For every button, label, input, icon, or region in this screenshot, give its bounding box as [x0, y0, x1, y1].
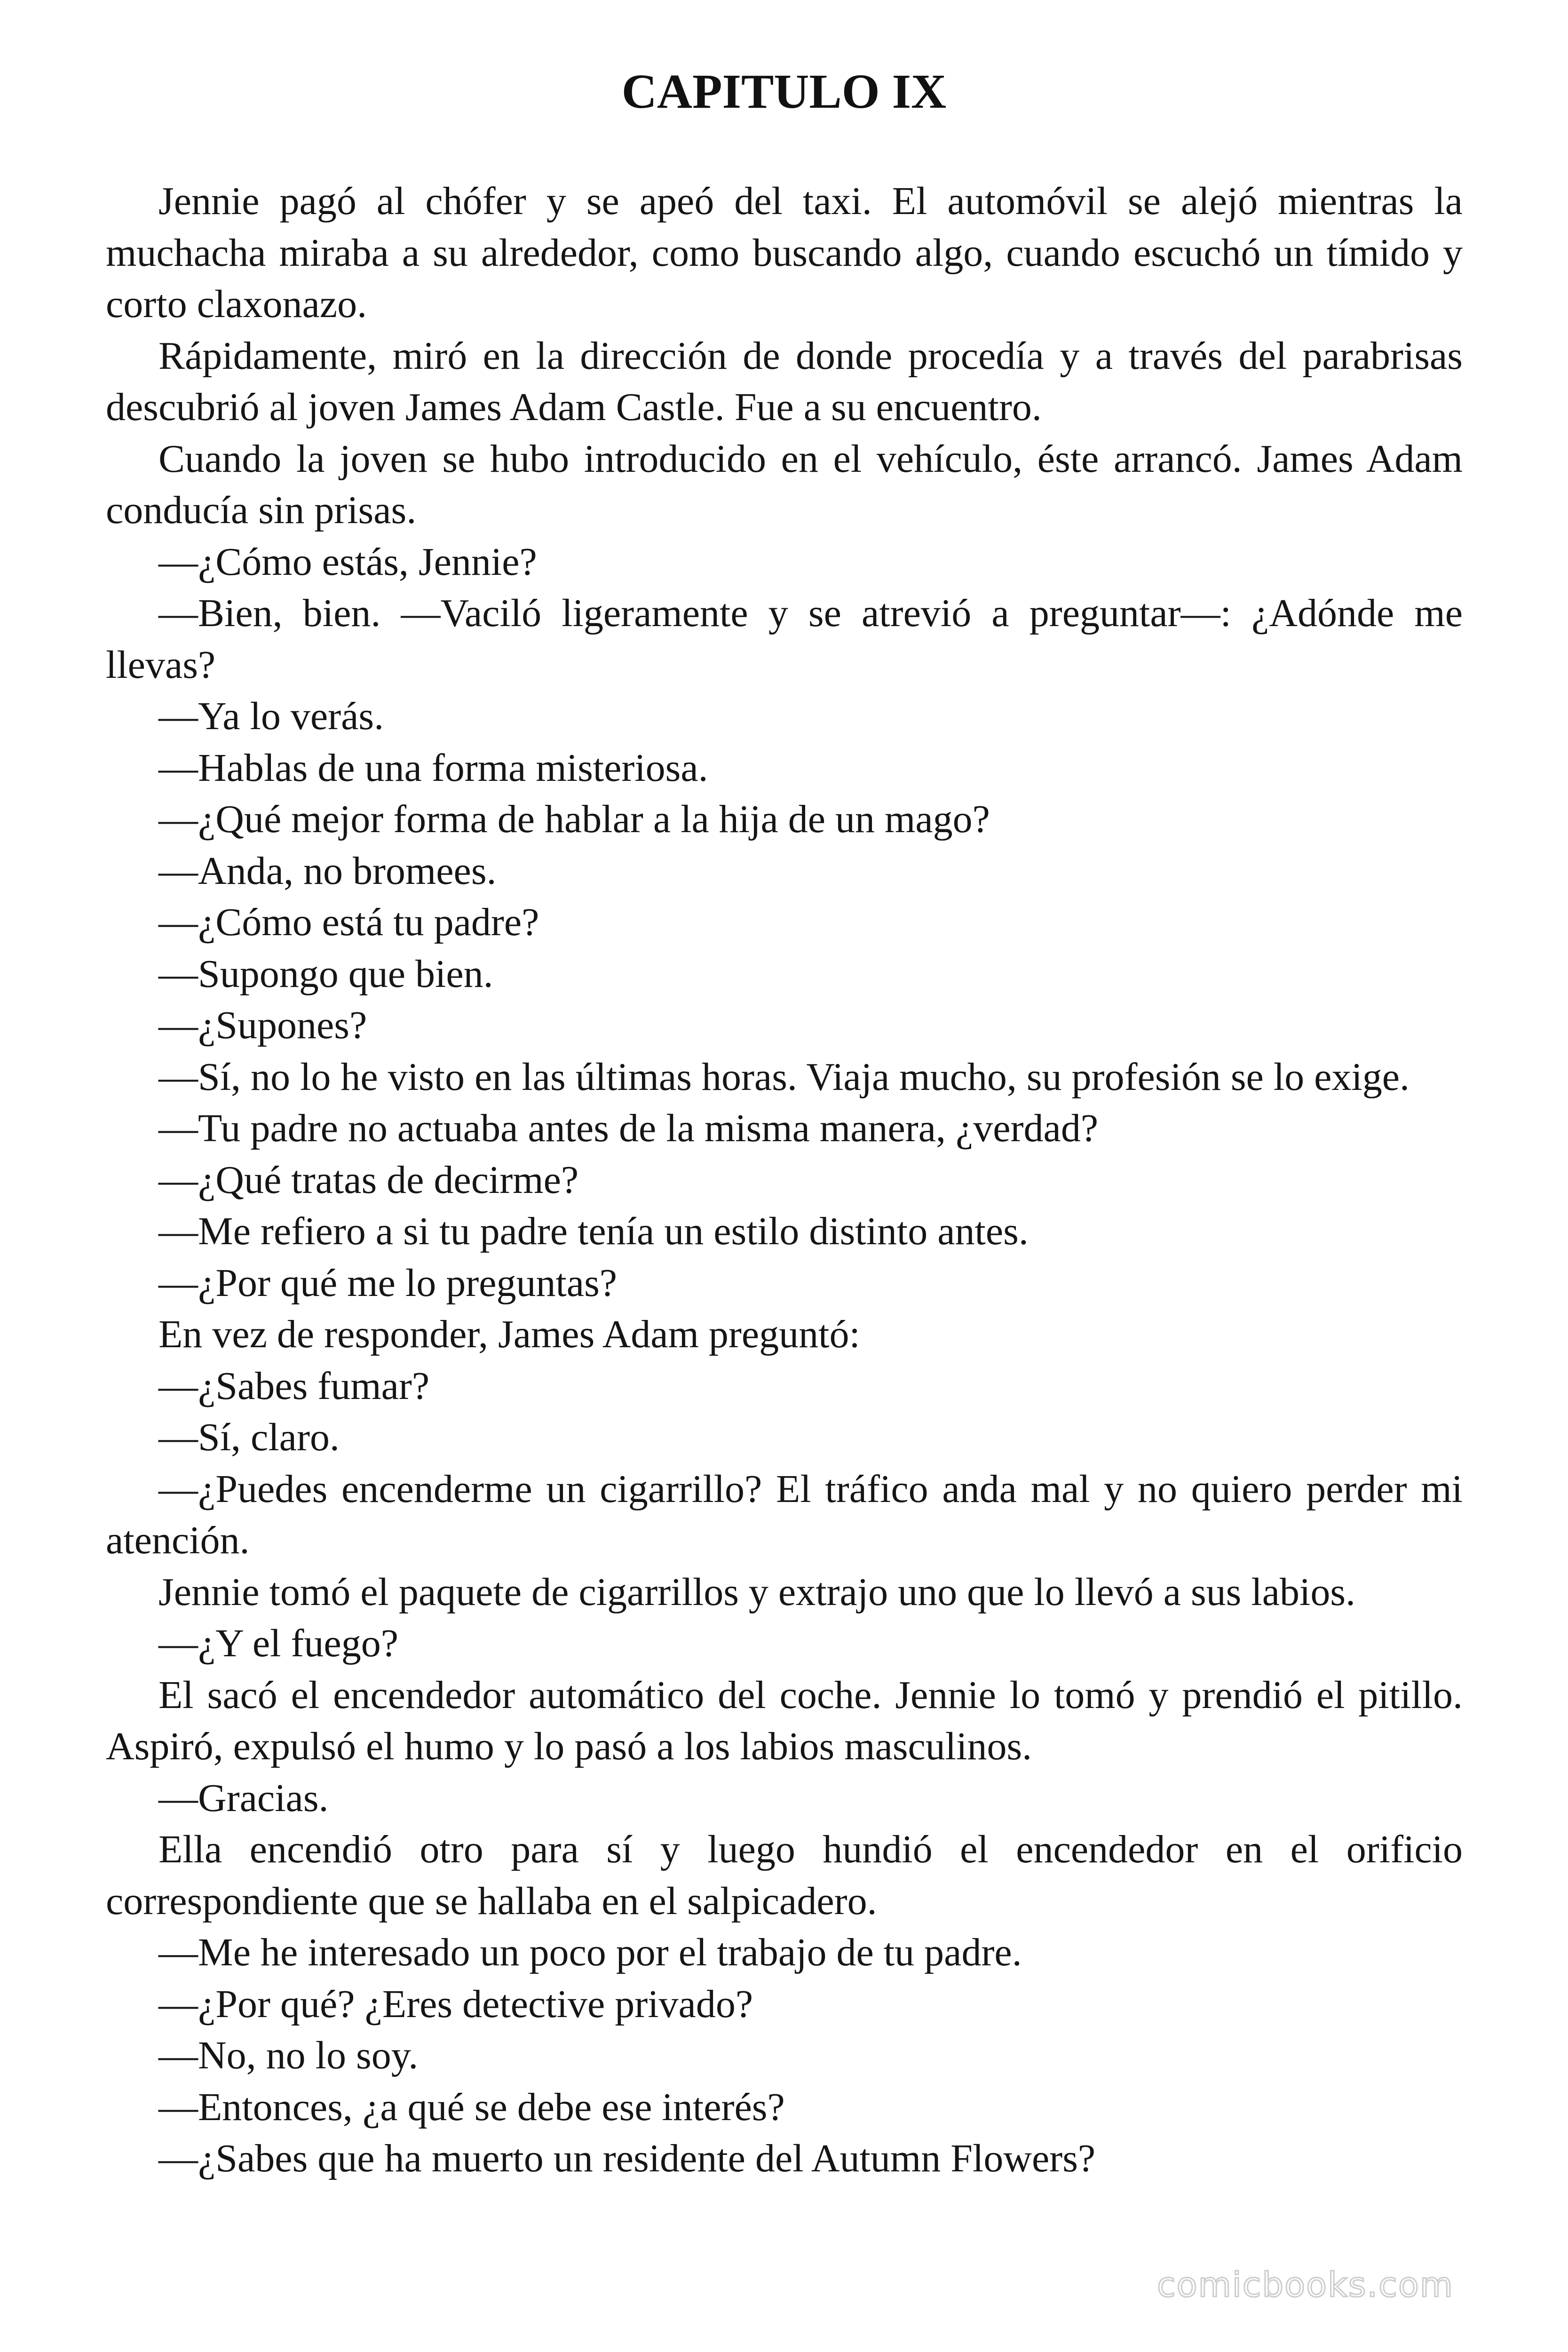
paragraph: Cuando la joven se hubo introducido en el vehículo, éste arrancó. James Adam conducía sin prisas. [106, 437, 1463, 532]
dialogue-line: —Ya lo verás. [158, 694, 384, 738]
paragraph: En vez de responder, James Adam preguntó: [158, 1312, 860, 1356]
dialogue-line: —¿Cómo está tu padre? [158, 900, 539, 944]
watermark: comicbooks.com [1157, 2265, 1454, 2304]
dialogue-line: —¿Supones? [158, 1003, 367, 1047]
paragraph: Jennie pagó al chófer y se apeó del taxi. El automóvil se alejó mientras la muchacha miraba a su alrededor, como buscando algo, cuando escuchó un tímido y corto claxonazo. [106, 179, 1463, 326]
dialogue-line: —¿Qué mejor forma de hablar a la hija de un mago? [158, 797, 990, 841]
dialogue-line: —¿Y el fuego? [158, 1621, 398, 1665]
dialogue-line: —Tu padre no actuaba antes de la misma manera, ¿verdad? [158, 1106, 1099, 1150]
dialogue-line: —Anda, no bromees. [158, 849, 497, 893]
paragraph: Ella encendió otro para sí y luego hundió el encendedor en el orificio correspondiente que se hallaba en el salpicadero. [106, 1828, 1463, 1923]
dialogue-line: —¿Puedes encenderme un cigarrillo? El tráfico anda mal y no quiero perder mi atención. [106, 1467, 1463, 1562]
dialogue-line: —¿Por qué me lo preguntas? [158, 1261, 618, 1305]
paragraph: Rápidamente, miró en la dirección de donde procedía y a través del parabrisas descubrió al joven James Adam Castle. Fue a su encuentro. [106, 334, 1463, 429]
dialogue-line: —Me he interesado un poco por el trabajo de tu padre. [158, 1931, 1022, 1974]
paragraph: El sacó el encendedor automático del coche. Jennie lo tomó y prendió el pitillo. Aspiró, expulsó el humo y lo pasó a los labios masculinos. [106, 1673, 1463, 1768]
dialogue-line: —Supongo que bien. [158, 952, 493, 996]
dialogue-line: —Entonces, ¿a qué se debe ese interés? [158, 2085, 785, 2129]
paragraph: Jennie tomó el paquete de cigarrillos y extrajo uno que lo llevó a sus labios. [158, 1570, 1356, 1614]
dialogue-line: —¿Sabes que ha muerto un residente del Autumn Flowers? [158, 2137, 1096, 2180]
dialogue-line: —¿Cómo estás, Jennie? [158, 540, 537, 584]
dialogue-line: —No, no lo soy. [158, 2034, 419, 2077]
dialogue-line: —Sí, claro. [158, 1415, 340, 1459]
dialogue-line: —¿Sabes fumar? [158, 1364, 430, 1408]
dialogue-line: —¿Por qué? ¿Eres detective privado? [158, 1982, 753, 2026]
dialogue-line: —Gracias. [158, 1776, 329, 1820]
dialogue-line: —Me refiero a si tu padre tenía un estilo distinto antes. [158, 1209, 1029, 1253]
chapter-body [106, 175, 1463, 2185]
dialogue-line: —Hablas de una forma misteriosa. [158, 746, 708, 790]
dialogue-line: —¿Qué tratas de decirme? [158, 1158, 579, 1202]
dialogue-line: —Bien, bien. —Vaciló ligeramente y se atrevió a preguntar—: ¿Adónde me llevas? [106, 591, 1463, 687]
dialogue-line: —Sí, no lo he visto en las últimas horas. Viaja mucho, su profesión se lo exige. [158, 1055, 1410, 1099]
chapter-title: CAPITULO IX [621, 64, 947, 119]
